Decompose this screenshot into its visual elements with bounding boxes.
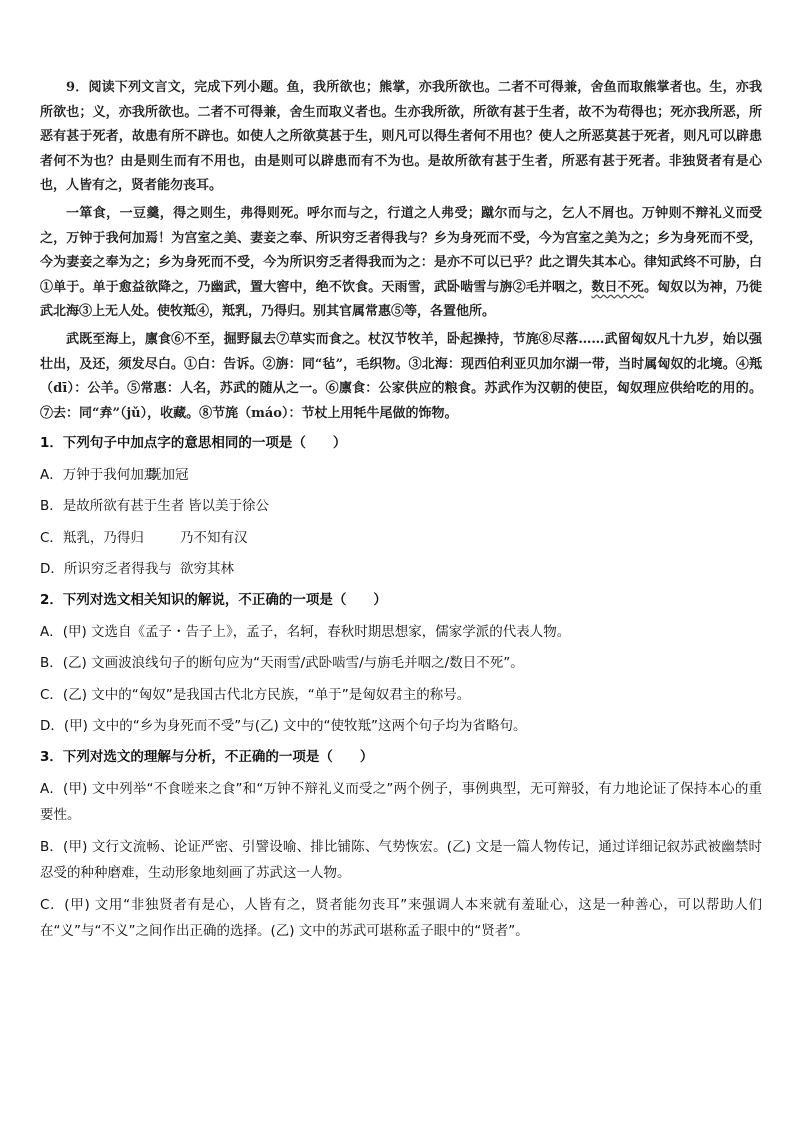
exam-page [40, 76, 762, 948]
option-right-text: 皆以美于徐公 [188, 498, 269, 515]
question-list [40, 428, 762, 947]
question-2-option-b[interactable]: B．(乙) 文画波浪线句子的断句应为“天雨雪/武卧啮雪/与旃毛并咽之/数日不死”。 [40, 655, 524, 672]
option-left-text: D．所识穷乏者得我与 [40, 560, 172, 577]
option-right-text: 欲穷其林 [180, 560, 234, 577]
question-3-option-b[interactable]: B．(甲) 文行文流畅、论证严密、引譬设喻、排比铺陈、气势恢宏。(乙) 文是一篇人物传记，通过详细记叙苏武被幽禁时忍受的种种磨难，生动形象地刻画了苏武这一人物。 [40, 838, 762, 882]
passage-paragraph-3: 武既至海上，廪食⑥不至，掘野鼠去⑦草实而食之。杖汉节牧羊，卧起操持，节旄⑧尽落……武留匈奴凡十九岁，始以强壮出，及还，须发尽白。①白：告诉。②旃：同“毡”，毛织物。③北海：现西伯利亚贝加尔湖一带，当时属匈奴的北境。④羝（dī）：公羊。⑤常惠：人名，苏武的随从之一。⑥廪食：公家供应的粮食。苏武作为汉朝的使臣，匈奴理应供给吃的用的。⑦去：同“弆”（jǔ），收藏。⑧节旄（máo）：节杖上用牦牛尾做的饰物。 [40, 331, 762, 421]
question-1-option-d[interactable] [40, 554, 762, 585]
question-1-option-a[interactable] [40, 460, 762, 491]
question-2-stem: 2．下列对选文相关知识的解说，不正确的一项是（ ） [40, 592, 387, 609]
reading-passage [40, 76, 762, 426]
question-3-option-a[interactable]: A．(甲) 文中列举“不食嗟来之食”和“万钟不辩礼义而受之”两个例子，事例典型，无可辩驳，有力地论证了保持本心的重要性。 [40, 780, 762, 824]
option-right-text: 乃不知有汉 [180, 529, 248, 546]
option-left-text: A．万钟于我何加焉 [40, 466, 158, 483]
question-1-option-b[interactable] [40, 491, 762, 522]
question-2-option-a[interactable]: A．(甲) 文选自《孟子・告子上》，孟子，名轲，春秋时期思想家，儒家学派的代表人物。 [40, 623, 571, 640]
passage-paragraph-2 [40, 202, 762, 325]
question-2-option-c[interactable]: C．(乙) 文中的“匈奴”是我国古代北方民族，“单于”是匈奴君主的称号。 [40, 686, 471, 703]
wavy-underlined-sentence: 数日不死 [591, 279, 644, 295]
question-3-stem: 3．下列对选文的理解与分析，不正确的一项是（ ） [40, 749, 374, 766]
question-2-option-d[interactable]: D．(甲) 文中的“乡为身死而不受”与(乙) 文中的“使牧羝”这两个句子均为省略句。 [40, 717, 527, 734]
passage-text: 一箪食，一豆羹，得之则生，弗得则死。呼尔而与之，行道之人弗受；蹴尔而与之，乞人不屑也。万钟则不辩礼义而受之，万钟于我何加焉！为宫室之美、妻妾之奉、所识穷乏者得我与？乡为身死而不受，今为宫室之美为之；乡为身死而不受，今为妻妾之奉为之；乡为身死而不受，今为所识穷乏者得我而为之：是亦不可以已乎？此之谓失其本心。律知武终不可胁，白①单于。单于愈益欲降之，乃幽武，置大窖中，绝不饮食。天雨雪，武卧啮雪与旃②毛并咽之， [40, 205, 762, 295]
passage-paragraph-1: 9．阅读下列文言文，完成下列小题。鱼，我所欲也；熊掌，亦我所欲也。二者不可得兼，舍鱼而取熊掌者也。生，亦我所欲也；义，亦我所欲也。二者不可得兼，舍生而取义者也。生亦我所欲，所欲有甚于生者，故不为苟得也；死亦我所恶，所恶有甚于死者，故患有所不辟也。如使人之所欲莫甚于生，则凡可以得生者何不用也？使人之所恶莫甚于死者，则凡可以辟患者何不为也？由是则生而有不用也，由是则可以辟患而有不为也。是故所欲有甚于生者，所恶有甚于死者。非独贤者有是心也，人皆有之，贤者能勿丧耳。 [40, 80, 762, 194]
option-right-text: 既加冠 [148, 466, 189, 483]
question-3-option-c[interactable]: C．(甲) 文用“非独贤者有是心，人皆有之，贤者能勿丧耳”来强调人本来就有羞耻心，这是一种善心，可以帮助人们在“义”与“不义”之间作出正确的选择。(乙) 文中的苏武可堪称孟子眼中的“贤者”。 [40, 896, 762, 940]
question-1-option-c[interactable] [40, 523, 762, 554]
passage-text: 。匈奴以为神，乃徙武北海③上无人处。使牧羝④，羝乳，乃得归。别其官属常惠⑤等，各置他所。 [40, 279, 762, 320]
option-left-text: B．是故所欲有甚于生者 [40, 498, 185, 515]
question-1-stem: 1．下列句子中加点字的意思相同的一项是（ ） [40, 435, 347, 452]
option-left-text: C．羝乳，乃得归 [40, 529, 144, 546]
